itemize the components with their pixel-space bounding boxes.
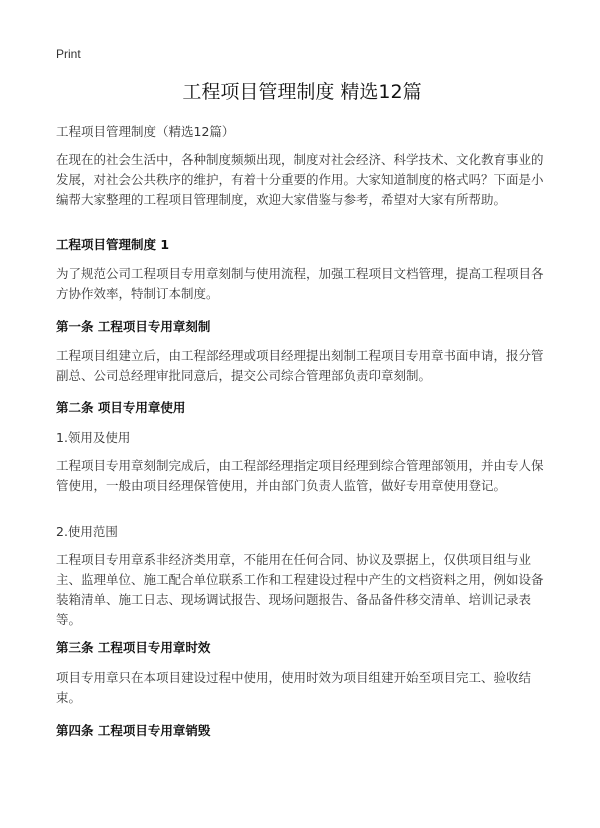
article-1-paragraph: 工程项目组建立后，由工程部经理或项目经理提出刻制工程项目专用章书面申请，报分管副总、公司总经理审批同意后，提交公司综合管理部负责印章刻制。: [56, 348, 544, 383]
section-heading-1: 工程项目管理制度 1: [56, 237, 170, 252]
article-2-heading: 第二条 项目专用章使用: [56, 400, 186, 415]
article-2-subheading-2: 2.使用范围: [56, 524, 118, 539]
article-2-paragraph-1: 工程项目专用章刻制完成后，由工程部经理指定项目经理到综合管理部领用，并由专人保管使用，一般由项目经理保管使用，并由部门负责人监管，做好专用章使用登记。: [56, 458, 544, 493]
article-4-heading: 第四条 工程项目专用章销毁: [56, 723, 211, 738]
article-3-paragraph: 项目专用章只在本项目建设过程中使用，使用时效为项目组建开始至项目完工、验收结束。: [56, 670, 532, 705]
print-label[interactable]: Print: [56, 47, 81, 61]
section-1-paragraph: 为了规范公司工程项目专用章刻制与使用流程，加强工程项目文档管理，提高工程项目各方协作效率，特制订本制度。: [56, 266, 544, 301]
document-subtitle: 工程项目管理制度（精选12篇）: [56, 124, 235, 139]
article-2-subheading-1: 1.领用及使用: [56, 430, 131, 445]
article-1-heading: 第一条 工程项目专用章刻制: [56, 319, 211, 334]
document-title: 工程项目管理制度 精选12篇: [182, 81, 422, 103]
article-3-heading: 第三条 工程项目专用章时效: [56, 640, 211, 655]
intro-paragraph: 在现在的社会生活中，各种制度频频出现，制度对社会经济、科学技术、文化教育事业的发展，对社会公共秩序的维护，有着十分重要的作用。大家知道制度的格式吗？下面是小编帮大家整理的工程项目管理制度，欢迎大家借鉴与参考，希望对大家有所帮助。: [56, 152, 544, 207]
article-2-paragraph-2: 工程项目专用章系非经济类用章，不能用在任何合同、协议及票据上，仅供项目组与业主、监理单位、施工配合单位联系工作和工程建设过程中产生的文档资料之用，例如设备装箱清单、施工日志、现场调试报告、现场问题报告、备品备件移交清单、培训记录表等。: [56, 552, 544, 627]
